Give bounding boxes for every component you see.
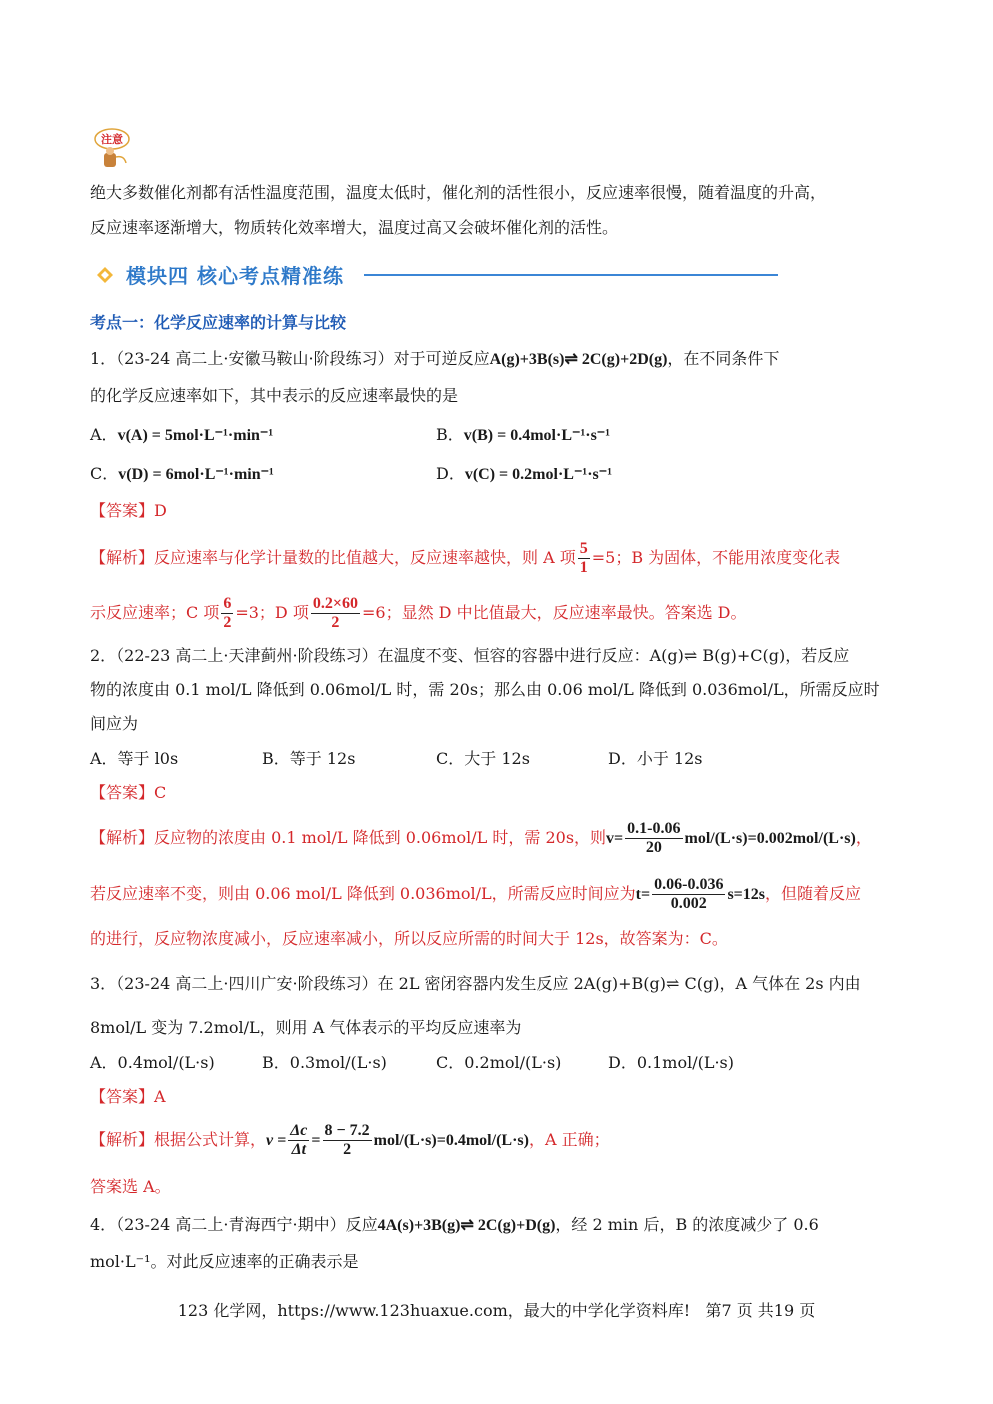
q1-option-a-label: A． [90, 425, 118, 444]
q1-exp-fraction-a [578, 540, 590, 577]
q1-stem-text: 1．（23-24 高二上·安徽马鞍山·阶段练习）对于可逆反应 [90, 349, 490, 368]
q2-stem-line-3: 间应为 [90, 714, 139, 733]
q1-option-a [90, 424, 273, 447]
diamond-icon [96, 266, 114, 284]
q2-explanation-line-2 [90, 876, 861, 913]
q2-answer: 【答案】C [90, 783, 167, 802]
fraction-numerator: 6 [223, 595, 232, 612]
q1-option-d-value: v(C) = 0.2mol·L⁻¹·s⁻¹ [464, 466, 612, 483]
q1-option-c-value: v(D) = 6mol·L⁻¹·min⁻¹ [118, 466, 274, 483]
q2-stem-line-2: 物的浓度由 0.1 mol/L 降低到 0.06mol/L 时，需 20s；那么由 0.06 mol/L 降低到 0.036mol/L，所需反应时 [90, 680, 880, 699]
q1-exp-text-1: 【解析】反应速率与化学计量数的比值越大，反应速率越快，则 A 项 [90, 548, 576, 567]
fraction-numerator: 0.06-0.036 [654, 876, 724, 893]
q3-stem-line-1: 3．（23-24 高二上·四川广安·阶段练习）在 2L 密闭容器内发生反应 2A(g)+B(g)⇌ C(g)，A 气体在 2s 内由 [90, 974, 861, 993]
q3-stem-line-2: 8mol/L 变为 7.2mol/L，则用 A 气体表示的平均反应速率为 [90, 1018, 522, 1037]
q4-stem-text: 4．（23-24 高二上·青海西宁·期中）反应 [90, 1215, 378, 1234]
fraction-numerator: 0.1-0.06 [627, 820, 681, 837]
q2-option-b: B．等于 12s [262, 749, 356, 768]
fraction-denominator: 2 [223, 614, 232, 631]
q2-option-a: A．等于 l0s [90, 749, 179, 768]
q3-option-c: C．0.2mol/(L·s) [436, 1053, 562, 1072]
q2-option-c: C．大于 12s [436, 749, 530, 768]
fraction-denominator: 0.002 [670, 895, 707, 912]
q3-exp-v: v = [266, 1132, 287, 1149]
module-heading [90, 260, 790, 290]
q2-exp-text-2: 若反应速率不变，则由 0.06 mol/L 降低到 0.036mol/L，所需反应时间应为 [90, 884, 636, 903]
q3-exp-text-2: ，A 正确； [528, 1130, 610, 1149]
q1-option-a-value: v(A) = 5mol·L⁻¹·min⁻¹ [117, 427, 274, 444]
fraction-denominator: Δt [291, 1141, 307, 1158]
module-divider [364, 274, 778, 276]
footer-page-number: 第7 页 共19 页 [705, 1301, 816, 1320]
q3-exp-eq: = [311, 1132, 321, 1149]
q3-option-b: B．0.3mol/(L·s) [262, 1053, 387, 1072]
fraction-numerator: 0.2×60 [312, 595, 358, 612]
fraction-denominator: 20 [645, 839, 662, 856]
note-line-1: 绝大多数催化剂都有活性温度范围，温度太低时，催化剂的活性很小，反应速率很慢，随着温度的升高， [90, 183, 827, 202]
q1-option-b-label: B． [436, 425, 464, 444]
fraction-denominator: 2 [343, 1141, 352, 1158]
q3-option-d: D．0.1mol/(L·s) [608, 1053, 734, 1072]
q3-exp-fraction-2 [323, 1122, 372, 1159]
q2-explanation-line-3: 的进行，反应物浓度减小，反应速率减小，所以反应所需的时间大于 12s，故答案为：C。 [90, 929, 728, 948]
q3-exp-fraction-1 [288, 1122, 309, 1159]
q2-option-d: D．小于 12s [608, 749, 703, 768]
q1-stem-text-b: ，在不同条件下 [667, 349, 780, 368]
q1-exp-text-4: =3；D 项 [235, 603, 309, 622]
q1-exp-fraction-d [311, 595, 360, 632]
fraction-numerator: 5 [579, 540, 588, 557]
q4-stem-line-1 [90, 1214, 819, 1237]
q2-exp-comma: ， [855, 828, 872, 847]
q1-answer: 【答案】D [90, 501, 167, 520]
q2-exp-text-1: 【解析】反应物的浓度由 0.1 mol/L 降低到 0.06mol/L 时，需 20s，则 [90, 828, 607, 847]
q3-exp-result: mol/(L·s)=0.4mol/(L·s) [373, 1132, 529, 1149]
section-title: 考点一：化学反应速率的计算与比较 [90, 313, 347, 332]
fraction-numerator: Δc [290, 1122, 308, 1139]
q1-equation: A(g)+3B(s)⇌ 2C(g)+2D(g) [489, 351, 668, 368]
q1-option-c-label: C． [90, 464, 119, 483]
q1-explanation-line-2 [90, 595, 747, 632]
q1-option-d-label: D． [436, 464, 465, 483]
q1-exp-text-3: 示反应速率；C 项 [90, 603, 220, 622]
q4-stem-line-2: mol·L⁻¹。对此反应速率的正确表示是 [90, 1252, 359, 1271]
q1-explanation-line-1 [90, 540, 840, 577]
q1-option-c [90, 463, 274, 486]
q2-stem-line-1: 2．（22-23 高二上·天津蓟州·阶段练习）在温度不变、恒容的容器中进行反应：A(g)⇌ B(g)+C(g)，若反应 [90, 646, 850, 665]
q3-option-a: A．0.4mol/(L·s) [90, 1053, 215, 1072]
note-line-2: 反应速率逐渐增大，物质转化效率增大，温度过高又会破坏催化剂的活性。 [90, 218, 619, 237]
fraction-numerator: 8 − 7.2 [324, 1122, 370, 1139]
q4-equation: 4A(s)+3B(g)⇌ 2C(g)+D(g) [377, 1217, 556, 1234]
note-icon [92, 127, 132, 173]
q3-exp-text-1: 【解析】根据公式计算， [90, 1130, 267, 1149]
q1-exp-fraction-c [221, 595, 233, 632]
q2-exp-t: t= [635, 886, 651, 903]
q2-exp-v: v= [606, 830, 624, 847]
module-title: 模块四 核心考点精准练 [126, 264, 344, 288]
q2-exp-fraction-2 [652, 876, 725, 913]
q4-stem-text-b: ，经 2 min 后，B 的浓度减少了 0.6 [555, 1215, 819, 1234]
note-label: 注意 [101, 133, 123, 146]
q2-exp-result: mol/(L·s)=0.002mol/(L·s) [684, 830, 856, 847]
q3-answer: 【答案】A [90, 1087, 166, 1106]
q2-exp-time: s=12s [727, 886, 766, 903]
q1-option-d [436, 463, 612, 486]
q1-option-b-value: v(B) = 0.4mol·L⁻¹·s⁻¹ [463, 427, 611, 444]
q2-exp-text-3: ，但随着反应 [765, 884, 862, 903]
q1-stem-line-2: 的化学反应速率如下，其中表示的反应速率最快的是 [90, 386, 459, 405]
fraction-denominator: 1 [579, 559, 588, 576]
q1-exp-text-5: =6；显然 D 中比值最大，反应速率最快。答案选 D。 [361, 603, 747, 622]
footer-site-text: 123 化学网，https://www.123huaxue.com，最大的中学化学资料库! [177, 1301, 691, 1320]
q1-stem-line-1 [90, 348, 779, 371]
q1-exp-text-2: =5；B 为固体，不能用浓度变化表 [591, 548, 841, 567]
q3-explanation-line-1 [90, 1122, 610, 1159]
q1-option-b [436, 424, 610, 447]
fraction-denominator: 2 [331, 614, 340, 631]
q2-exp-fraction-1 [625, 820, 682, 857]
q2-explanation-line-1 [90, 820, 872, 857]
q3-explanation-line-2: 答案选 A。 [90, 1177, 171, 1196]
page-footer [0, 1298, 993, 1321]
